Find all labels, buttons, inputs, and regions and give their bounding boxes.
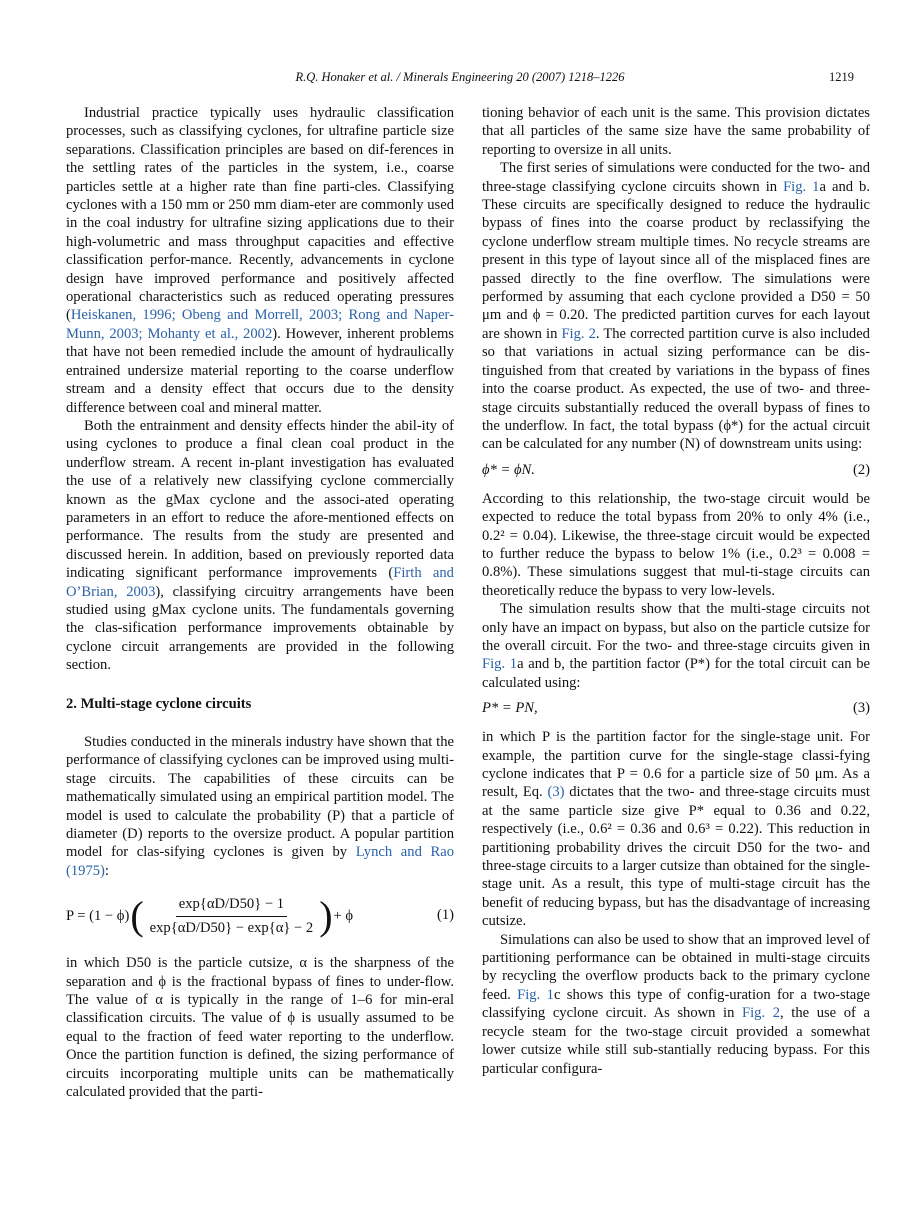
paragraph-text: ), classifying circuitry arrangements have been studied using gMax cyclone units. The fundamentals governing the clas-sification performance improvements obtainable by cyclone circuit arrangements are provided in the following section. xyxy=(66,583,454,674)
figure-link[interactable]: Fig. 1 xyxy=(517,986,554,1003)
paragraph-text: Studies conducted in the minerals industry have shown that the performance of classifying cyclones can be improved using multi-stage circuits. The capabilities of these circuits can be mathematically simulated using an empirical partition model. The model is used to calculate the probability (P) that a particle of diameter (D) reports to the oversize product. A popular partition model for clas-sifying cyclones is given by xyxy=(66,734,454,861)
equation-fraction xyxy=(147,895,317,937)
right-paren: ) xyxy=(319,893,333,939)
paragraph-text: , the use of a recycle steam for the two-stage circuit provided a somewhat lower cutsize while still sub-stantially reducing bypass. For this particular configura- xyxy=(482,1005,870,1077)
paragraph-text: a and b, the partition factor (P*) for the total circuit can be calculated using: xyxy=(482,656,871,691)
paragraph-intro xyxy=(66,104,454,417)
paragraph-entrainment xyxy=(66,417,454,675)
equation-number: (3) xyxy=(852,700,870,717)
equation-3 xyxy=(482,699,870,721)
paragraph-simulations xyxy=(482,159,870,454)
figure-link[interactable]: Fig. 1 xyxy=(482,656,518,673)
paragraph-definitions: in which D50 is the particle cutsize, α is the sharpness of the separation and ϕ is the fractional bypass of fines to under-flow. The value of α is typically in the range of 1–6 for min-eral classification circuits. The value of ϕ is usually assumed to be equal to the fraction of feed water reporting to the underflow. Once the partition function is defined, the sizing performance of circuits incorporating multiple units can be mathematically calculated provided that the parti- xyxy=(66,955,454,1101)
section-heading: 2. Multi-stage cyclone circuits xyxy=(66,695,252,712)
figure-link[interactable]: Fig. 2 xyxy=(561,325,596,342)
paragraph-text: Industrial practice typically uses hydraulic classification processes, such as classifying cyclones, for ultrafine particle size separations. Classification principles are based on dif-ferences in the settling rates of the particles in the system, i.e., coarse particles settle at a higher rate than fine parti-cles. Classifying cyclones with a 150 mm or 250 mm diam-eter are commonly used in the coal industry for ultrafine sizing applications due to their high-volumetric and mass throughput capacities and effective classification perfor-mance. Recently, advancements in cyclone design have improved performance and positively affected operational characteristics such as reduced operating pressures ( xyxy=(66,105,454,324)
paragraph-recycle xyxy=(482,931,870,1078)
paragraph-text: dictates that the two- and three-stage circuits must at the same particle size give P* equal to 0.36 and 0.22, respectively (i.e., 0.6² = 0.36 and 0.6³ = 0.22). This reduction in partitioning probability drives the circuit D50 for the two- and three-stage circuits to a larger cutsize than obtained for the single-stage unit. As a result, this type of multi-stage circuit has the benefit of reducing bypass, but has the disadvantage of increasing cutsize. xyxy=(482,784,870,930)
paragraph-text: Both the entrainment and density effects hinder the abil-ity of using cyclones to produce a final clean coal product in the underflow stream. A recent in-plant investigation has evaluated the use of a relatively new classifying cyclone commercially known as the gMax cyclone and the associ-ated operating parameters in an effort to reduce the afore-mentioned effects on performance. The results from the study are presented and discussed herein. In addition, based on previously reported data indicating significant performance improvements ( xyxy=(66,417,454,582)
equation-1 xyxy=(66,888,454,944)
equation-numerator: exp{αD/D50} − 1 xyxy=(176,895,287,916)
running-head: R.Q. Honaker et al. / Minerals Engineering 20 (2007) 1218–1226 xyxy=(295,70,625,84)
running-header xyxy=(66,70,854,90)
paragraph-text: c shows this type of config-uration for a two-stage classifying cyclone circuit. As shown in xyxy=(482,986,870,1022)
citation-link[interactable]: Lynch and Rao (1975) xyxy=(66,844,454,879)
paragraph-text: The first series of simulations were conducted for the two- and three-stage classifying cyclone circuits shown in xyxy=(482,160,870,195)
paragraph-partition-factor xyxy=(482,728,870,930)
paragraph-text: The simulation results show that the multi-stage circuits not only have an impact on bypass, but also on the particle cutsize for the overall circuit. For the two- and three-stage circuits given in xyxy=(482,601,870,654)
paragraph-text: ). However, inherent problems that have not been remedied include the amount of hydraulically entrained undersize material reporting to the coarse underflow stream and a density effect that occurs due to the density difference between coal and mineral matter. xyxy=(66,325,454,416)
figure-link[interactable]: Fig. 1 xyxy=(783,178,820,195)
paragraph-text: a and b. These circuits are specifically designed to reduce the hydraulic bypass of fines into the coarse product by reclassifying the cyclone underflow stream multiple times. No recycle streams are present in this type of layout since all of the misplaced fines are passed directly to the fine overflow. The simulations were performed by assuming that each cyclone provided a D50 = 50 μm and ϕ = 0.20. The predicted partition curves for each layout are shown in xyxy=(482,178,870,342)
equation-2 xyxy=(482,461,870,483)
page-number: 1219 xyxy=(829,70,854,84)
paragraph-cutsize xyxy=(482,600,870,692)
citation-link[interactable]: Heiskanen, 1996; Obeng and Morrell, 2003; Rong and Naper-Munn, 2003; Mohanty et al., 2002 xyxy=(66,307,454,342)
citation-link[interactable]: Firth and O’Brian, 2003 xyxy=(66,565,454,600)
equation-number: (1) xyxy=(436,907,454,924)
equation-denominator: exp{αD/D50} − exp{α} − 2 xyxy=(149,919,314,936)
right-column xyxy=(482,104,870,1078)
equation-link[interactable]: (3) xyxy=(547,784,565,801)
equation-expression: P* = PN, xyxy=(482,700,538,717)
paragraph-multistage xyxy=(66,733,454,880)
left-paren: ( xyxy=(130,893,144,939)
paragraph-continued: tioning behavior of each unit is the same. This provision dictates that all particles of the same size have the same probability of reporting to oversize in all units. xyxy=(482,105,870,158)
paragraph-text: . The corrected partition curve is also included so that variations in actual sizing performance can be dis-tinguished from that created by variations in the bypass of fines into the coarse product. As expected, the use of two- and three-stage circuits substantially reduced the overall bypass of fines to the underflow. In fact, the total bypass (ϕ*) for the actual circuit can be calculated for any number (N) of downstream units using: xyxy=(482,325,870,453)
equation-rhs: + ϕ xyxy=(333,908,354,925)
paragraph-bypass: According to this relationship, the two-stage circuit would be expected to reduce the total bypass from 20% to only 4% (i.e., 0.2² = 0.04). Likewise, the three-stage circuit would be expected to further reduce the bypass to below 1% (i.e., 0.2³ = 0.008 = 0.8%). These simulations suggest that mul-ti-stage circuits can theoretically reduce the bypass to very low-levels. xyxy=(482,490,870,599)
equation-number: (2) xyxy=(852,461,870,478)
left-column xyxy=(66,104,454,1102)
figure-link[interactable]: Fig. 2 xyxy=(742,1005,781,1022)
equation-lhs: P = (1 − ϕ) xyxy=(66,908,130,925)
equation-expression: ϕ* = ϕN. xyxy=(482,461,535,478)
paragraph-text: : xyxy=(104,862,109,879)
paragraph-text: in which P is the partition factor for the single-stage unit. For example, the partition curve for the single-stage classi-fying cyclone indicates that P = 0.6 for a particle size of 50 μm. As a result, Eq. xyxy=(482,729,870,801)
paragraph-text: Simulations can also be used to show that an improved level of partitioning performance can be obtained in multi-stage circuits by recycling the overflow products back to the primary cyclone feed. xyxy=(482,931,870,1003)
